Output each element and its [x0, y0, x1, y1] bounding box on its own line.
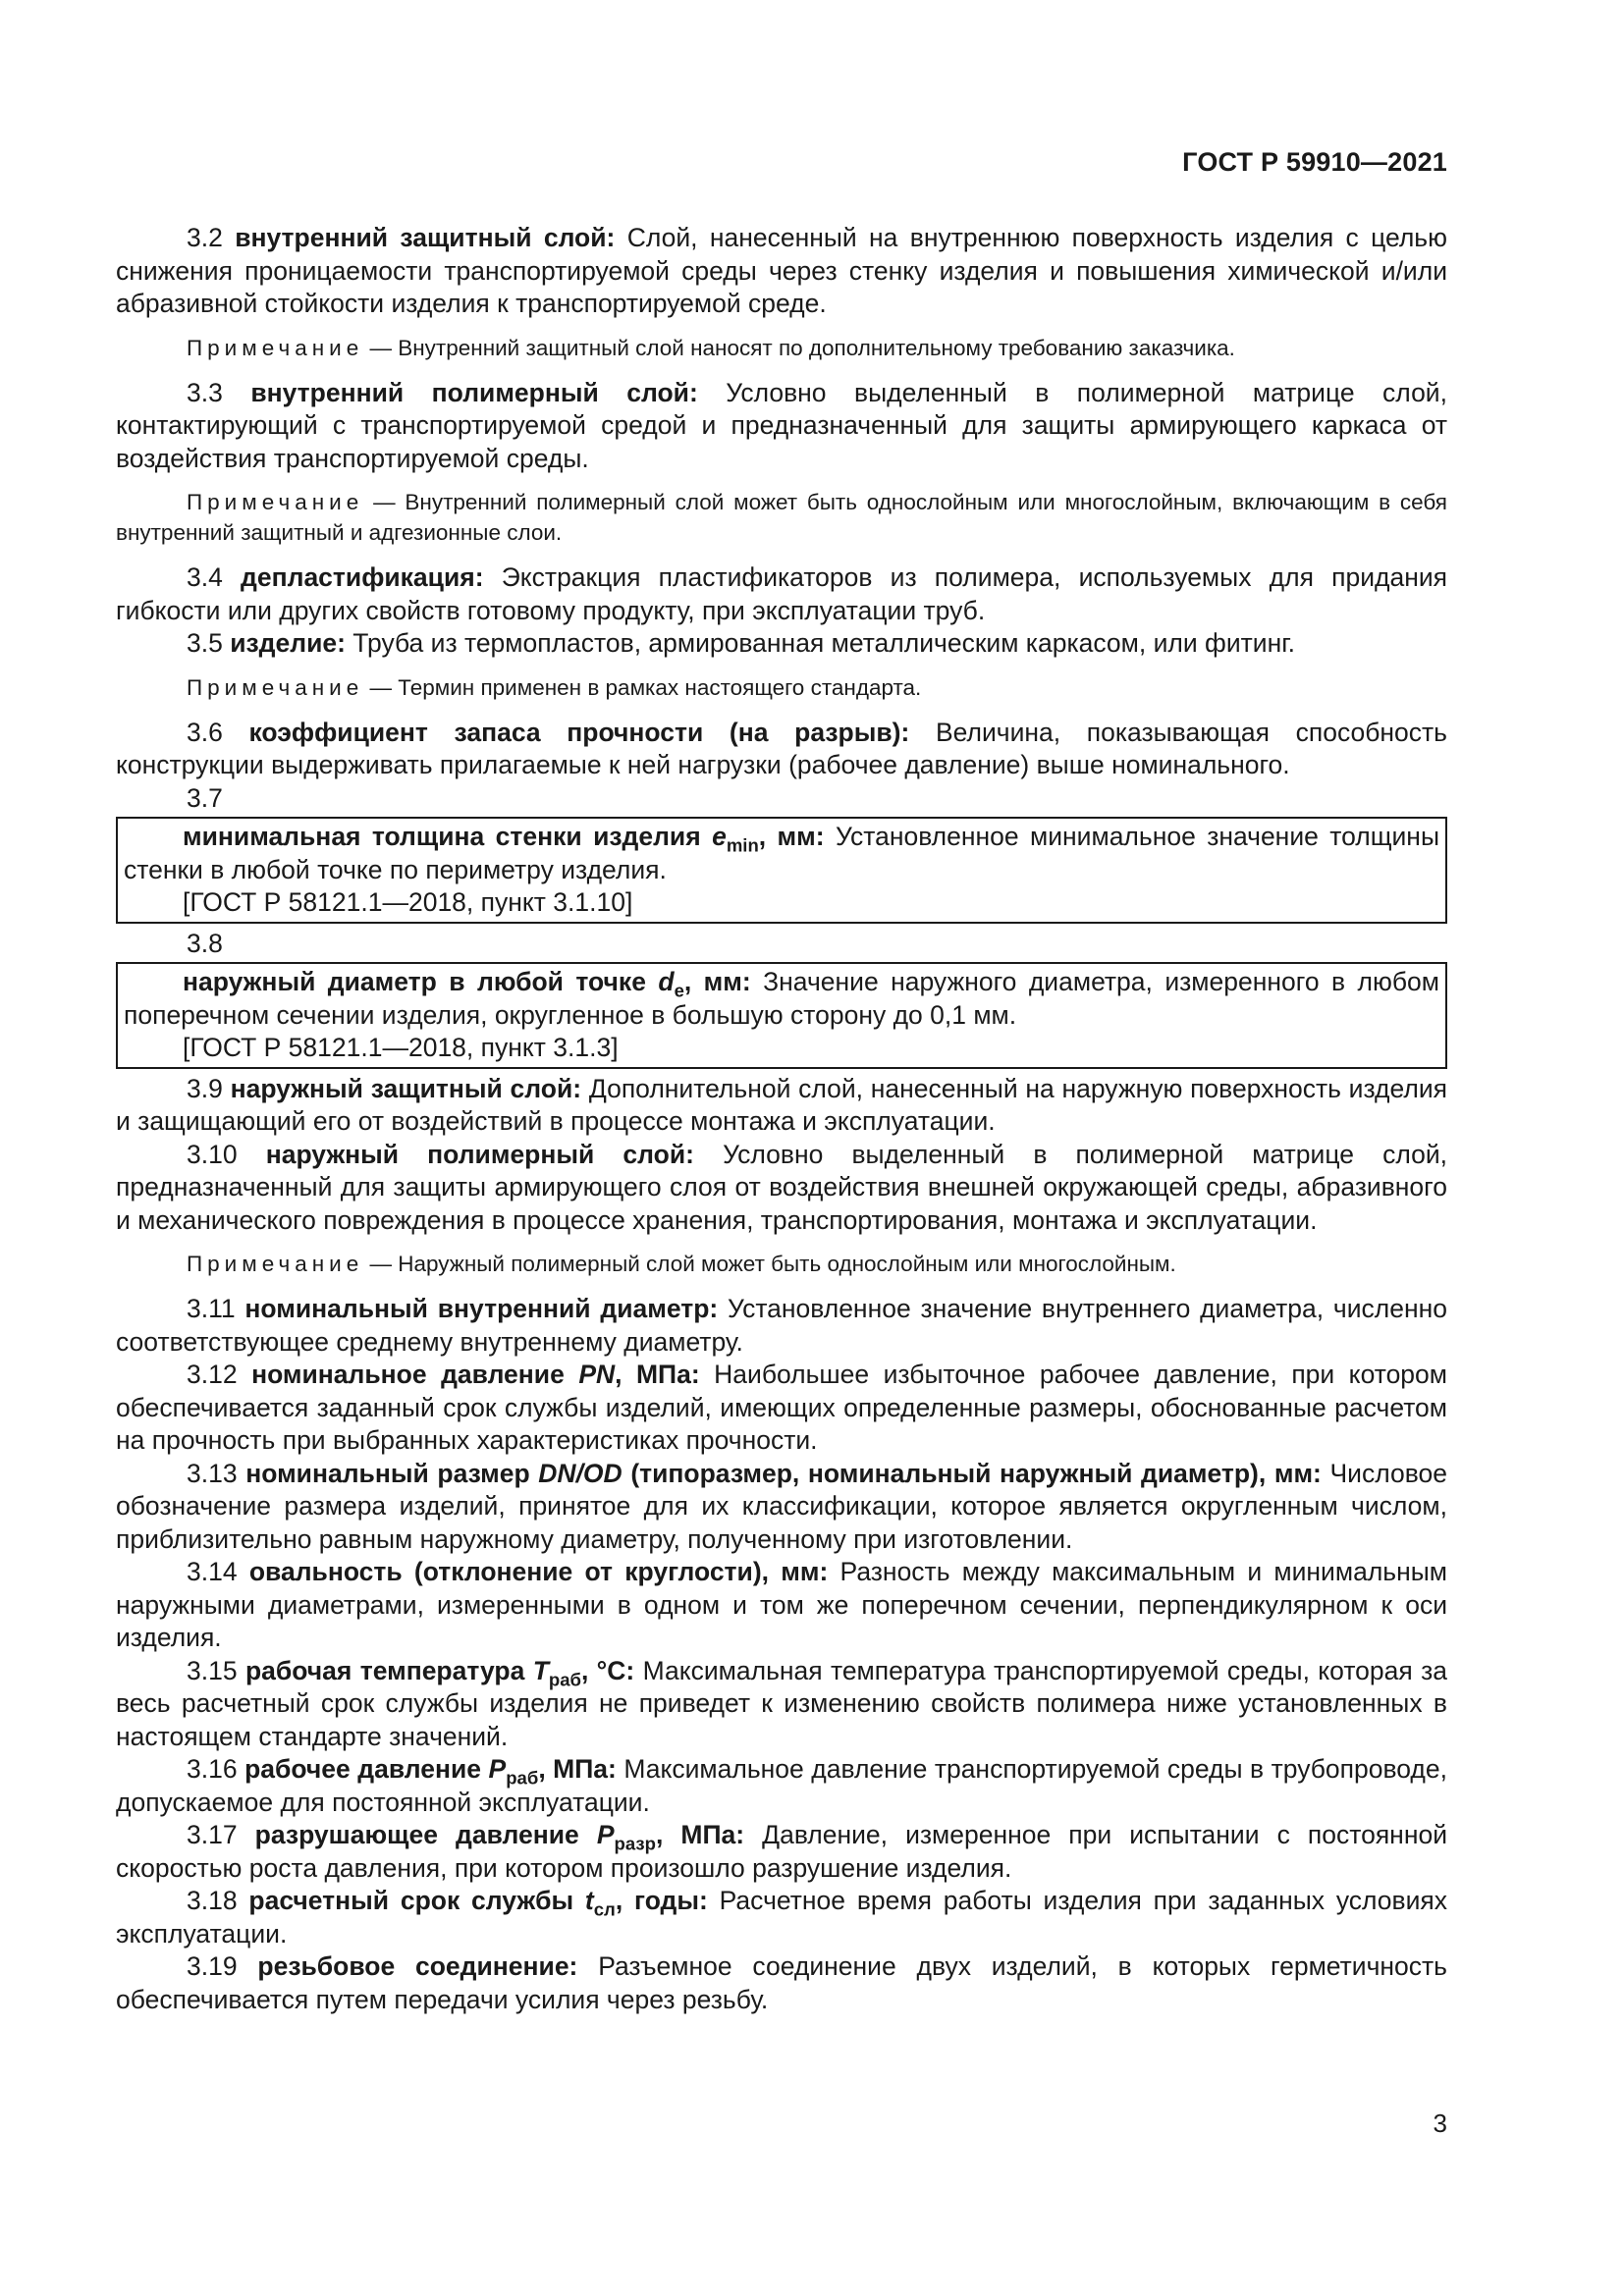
term-symbol: P	[596, 1820, 615, 1849]
term-number: 3.10	[187, 1139, 238, 1169]
term-3-17: 3.17 разрушающее давление $P_{разр}$, МПа: Давление, измеренное при испытании с постоянной скоростью роста давления, при котором произошло разрушение изделия.	[116, 1820, 1447, 1883]
term-number: 3.4	[187, 562, 223, 592]
term-3-6	[116, 717, 1447, 782]
term-name: номинальное давление	[251, 1360, 579, 1389]
term-definition: Разность между максимальным и минимальным наружными диаметрами, измеренными в одном и том же поперечном сечении, перпендикулярном к оси изделия.	[116, 1557, 1447, 1652]
term-name: рабочее давление	[244, 1754, 489, 1784]
note-label: Примечание	[187, 490, 364, 514]
term-number: 3.15	[187, 1655, 238, 1685]
term-definition: Числовое обозначение размера изделий, принятое для их классификации, которое является округленным числом, приблизительно равным наружному диаметру, полученному при изготовлении.	[116, 1458, 1447, 1554]
term-number: 3.8	[187, 928, 223, 958]
term-number: 3.3	[187, 377, 223, 407]
term-definition: Дополнительной слой, нанесенный на наружную поверхность изделия и защищающий его от воздействий в процессе монтажа и эксплуатации.	[116, 1073, 1447, 1136]
term-3-14	[116, 1556, 1447, 1655]
source-reference: [ГОСТ Р 58121.1—2018, пункт 3.1.3]	[183, 1033, 619, 1062]
term-number: 3.18	[187, 1886, 238, 1915]
term-symbol-subscript: раб	[548, 1668, 581, 1689]
term-definition: Слой, нанесенный на внутреннюю поверхность изделия с целью снижения проницаемости транспортируемой среды через стенку изделия и повышения химической и/или абразивной стойкости изделия к транспортируемой среде.	[116, 223, 1447, 318]
term-number: 3.13	[187, 1458, 238, 1488]
term-3-9	[116, 1073, 1447, 1139]
term-3-15: 3.15 рабочая температура $T_{раб}$, °С: Максимальная температура транспортируемой среды, которая за весь расчетный срок службы изделия не приведет к изменению свойств полимера ниже установленных в настоящем стандарте значений.	[116, 1655, 1447, 1751]
term-number: 3.14	[187, 1557, 238, 1586]
term-name: наружный диаметр в любой точке	[183, 967, 659, 996]
term-name: овальность (отклонение от круглости), мм:	[248, 1557, 829, 1586]
term-symbol: t	[584, 1886, 594, 1915]
term-3-11	[116, 1293, 1447, 1359]
term-name: номинальный внутренний диаметр:	[244, 1294, 719, 1323]
terms-section	[116, 222, 1447, 2016]
term-3-8-box	[116, 962, 1447, 1069]
term-symbol: PN	[578, 1360, 616, 1389]
note-label: Примечание	[187, 1252, 364, 1276]
term-definition: Установленное значение внутреннего диаметра, численно соответствующее среднему внутреннему диаметру.	[116, 1294, 1447, 1357]
document-code: ГОСТ Р 59910—2021	[1182, 147, 1447, 177]
term-number: 3.7	[187, 782, 223, 813]
term-number: 3.16	[187, 1754, 238, 1784]
term-name: внутренний защитный слой:	[235, 223, 616, 252]
note-text: Термин применен в рамках настоящего стандарта.	[398, 674, 922, 700]
term-definition: Наибольшее избыточное рабочее давление, при котором обеспечивается заданный срок службы изделий, имеющих определенные размеры, обоснованные расчетом на прочность при выбранных характеристиках прочности.	[116, 1360, 1448, 1455]
term-number: 3.9	[187, 1073, 223, 1103]
term-3-12: 3.12 номинальное давление PN, МПа: Наибольшее избыточное рабочее давление, при котором обеспечивается заданный срок службы изделий, имеющих определенные размеры, обоснованные расчетом на прочность при выбранных характеристиках прочности.	[116, 1360, 1448, 1455]
note-3-5: Примечание — Термин применен в рамках настоящего стандарта.	[187, 674, 922, 700]
term-symbol-subscript: разр	[614, 1833, 656, 1854]
term-name: внутренний полимерный слой:	[250, 377, 698, 407]
term-name: коэффициент запаса прочности (на разрыв):	[248, 717, 910, 747]
term-symbol: T	[532, 1655, 549, 1685]
term-symbol-subscript: e	[674, 980, 684, 1001]
term-symbol: P	[488, 1754, 507, 1784]
term-name: рабочая температура	[244, 1655, 533, 1685]
term-symbol: d	[658, 967, 675, 996]
note-text: Внутренний защитный слой наносят по дополнительному требованию заказчика.	[398, 335, 1235, 360]
term-definition: Установленное минимальное значение толщины стенки в любой точке по периметру изделия.	[124, 822, 1439, 884]
term-number: 3.12	[187, 1360, 238, 1389]
term-3-7-box	[116, 817, 1447, 924]
term-definition: Значение наружного диаметра, измеренного в любом поперечном сечении изделия, округленное в большую сторону до 0,1 мм.	[124, 967, 1439, 1030]
note-label: Примечание	[187, 674, 364, 700]
term-symbol: DN/OD	[538, 1458, 623, 1488]
term-name: минимальная толщина стенки изделия	[183, 822, 713, 851]
term-number: 3.19	[187, 1951, 238, 1981]
term-definition: Условно выделенный в полимерной матрице слой, контактирующий с транспортируемой средой и предназначенный для защиты армирующего каркаса от воздействия транспортируемой среды.	[116, 377, 1447, 473]
note-3-3: Примечание — Внутренний полимерный слой может быть однослойным или многослойным, включающим в себя внутренний защитный и адгезионные слои.	[116, 490, 1447, 545]
term-3-10	[116, 1139, 1447, 1238]
term-symbol-subscript: раб	[506, 1767, 539, 1789]
term-name: изделие:	[230, 628, 346, 658]
page-number: 3	[1433, 2109, 1447, 2138]
term-name: наружный полимерный слой:	[265, 1139, 694, 1169]
term-3-16: 3.16 рабочее давление $P_{раб}$, МПа: Максимальное давление транспортируемой среды в трубопроводе, допускаемое для постоянной эксплуатации.	[116, 1754, 1447, 1817]
term-definition: Разъемное соединение двух изделий, в которых герметичность обеспечивается путем передачи усилия через резьбу.	[116, 1951, 1447, 2014]
term-name: номинальный размер	[245, 1458, 539, 1488]
term-number: 3.17	[187, 1820, 238, 1849]
note-text: Внутренний полимерный слой может быть однослойным или многослойным, включающим в себя внутренний защитный и адгезионные слои.	[116, 490, 1447, 545]
term-3-13: 3.13 номинальный размер DN/OD (типоразмер, номинальный наружный диаметр), мм: Числовое обозначение размера изделий, принятое для их классификации, которое является округленным числом, приблизительно равным наружному диаметру, полученному при изготовлении.	[116, 1458, 1447, 1554]
term-symbol-subscript: min	[726, 834, 759, 856]
term-3-5	[116, 627, 1447, 661]
term-3-8: наружный диаметр в любой точке $d_e$, мм: Значение наружного диаметра, измеренного в любом поперечном сечении изделия, округленное в большую сторону до 0,1 мм.	[124, 967, 1439, 1030]
term-name: депластификация:	[241, 562, 484, 592]
term-definition: Экстракция пластификаторов из полимера, используемых для придания гибкости или других свойств готовому продукту, при эксплуатации труб.	[116, 562, 1447, 625]
term-name: наружный защитный слой:	[230, 1073, 582, 1103]
term-definition: Максимальное давление транспортируемой среды в трубопроводе, допускаемое для постоянной эксплуатации.	[116, 1754, 1447, 1817]
note-label: Примечание	[187, 335, 364, 360]
note-text: Наружный полимерный слой может быть однослойным или многослойным.	[398, 1252, 1176, 1276]
term-3-2	[116, 222, 1447, 321]
term-definition: Труба из термопластов, армированная металлическим каркасом, или фитинг.	[345, 628, 1295, 658]
term-definition: Давление, измеренное при испытании с постоянной скоростью роста давления, при котором произошло разрушение изделия.	[116, 1820, 1447, 1883]
term-number: 3.11	[187, 1294, 236, 1323]
source-reference: [ГОСТ Р 58121.1—2018, пункт 3.1.10]	[183, 887, 633, 917]
term-definition: Условно выделенный в полимерной матрице слой, предназначенный для защиты армирующего слоя от воздействия внешней окружающей среды, абразивного и механического повреждения в процессе хранения, транспортирования, монтажа и эксплуатации.	[116, 1139, 1447, 1235]
term-name: разрушающее давление	[254, 1820, 597, 1849]
term-3-19	[116, 1950, 1447, 2016]
term-3-7: минимальная толщина стенки изделия $e_{min}$, мм: Установленное минимальное значение толщины стенки в любой точке по периметру изделия.	[124, 822, 1439, 884]
term-symbol-subscript: сл	[593, 1898, 616, 1920]
term-name: резьбовое соединение:	[257, 1951, 578, 1981]
term-definition: Величина, показывающая способность конструкции выдерживать прилагаемые к ней нагрузки (рабочее давление) выше номинального.	[116, 717, 1447, 779]
term-3-4	[116, 561, 1447, 627]
term-symbol: e	[712, 822, 727, 851]
term-definition: Расчетное время работы изделия при заданных условиях эксплуатации.	[116, 1886, 1448, 1949]
note-3-10: Примечание — Наружный полимерный слой может быть однослойным или многослойным.	[187, 1252, 1176, 1276]
term-3-3	[116, 377, 1447, 476]
term-definition: Максимальная температура транспортируемой среды, которая за весь расчетный срок службы изделия не приведет к изменению свойств полимера ниже установленных в настоящем стандарте значений.	[116, 1655, 1447, 1751]
term-3-18: 3.18 расчетный срок службы $t_{сл}$, годы: Расчетное время работы изделия при заданных условиях эксплуатации.	[116, 1886, 1448, 1949]
term-number: 3.2	[187, 223, 223, 252]
note-3-2: Примечание — Внутренний защитный слой наносят по дополнительному требованию заказчика.	[187, 335, 1235, 360]
term-name: расчетный срок службы	[248, 1886, 585, 1915]
term-number: 3.6	[187, 717, 223, 747]
term-number: 3.5	[187, 628, 223, 658]
